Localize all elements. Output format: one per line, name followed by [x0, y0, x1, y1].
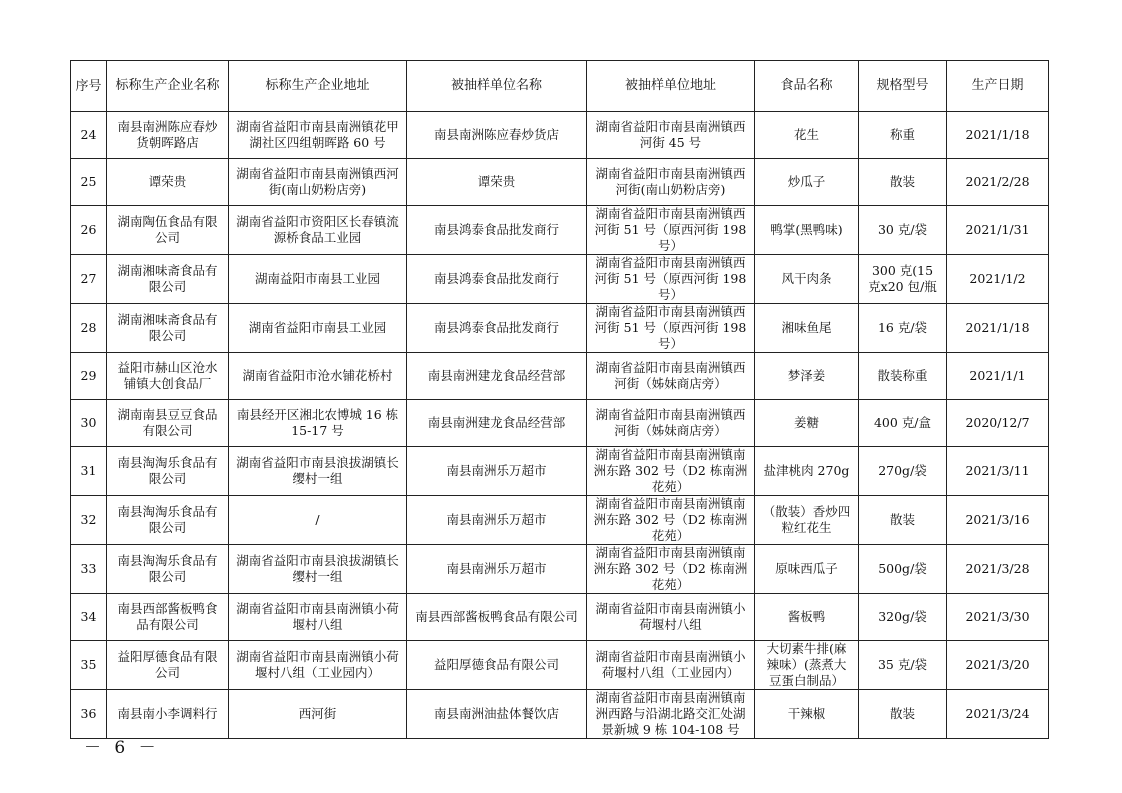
cell-production-date: 2021/1/1: [947, 353, 1049, 400]
table-row: [71, 112, 1049, 159]
cell-sampled-address: 湖南省益阳市南县南洲镇南洲东路 302 号（D2 栋南洲花苑）: [587, 545, 755, 594]
cell-food-name: 姜糖: [755, 400, 859, 447]
inspection-table-container: [70, 60, 1048, 739]
cell-sampled-unit: 南县南洲陈应春炒货店: [407, 112, 587, 159]
table-row: [71, 690, 1049, 739]
cell-manufacturer: 湖南南县豆豆食品有限公司: [107, 400, 229, 447]
cell-sampled-address: 湖南省益阳市南县南洲镇西河街(南山奶粉店旁): [587, 159, 755, 206]
cell-sampled-unit: 南县鸿泰食品批发商行: [407, 304, 587, 353]
header-row: [71, 61, 1049, 112]
cell-sampled-address: 湖南省益阳市南县南洲镇西河街 51 号（原西河街 198 号）: [587, 304, 755, 353]
cell-sampled-unit: 南县南洲乐万超市: [407, 496, 587, 545]
page-number: － 6 －: [84, 738, 160, 758]
cell-manufacturer-address: 湖南益阳市南县工业园: [229, 255, 407, 304]
inspection-table: [70, 60, 1049, 739]
cell-food-name: 花生: [755, 112, 859, 159]
cell-food-name: 酱板鸭: [755, 594, 859, 641]
cell-seq: 33: [71, 545, 107, 594]
table-row: [71, 353, 1049, 400]
cell-seq: 31: [71, 447, 107, 496]
cell-manufacturer-address: 湖南省益阳市南县南洲镇西河街(南山奶粉店旁): [229, 159, 407, 206]
table-row: [71, 255, 1049, 304]
cell-manufacturer-address: 湖南省益阳市南县浪拔湖镇长缨村一组: [229, 447, 407, 496]
cell-sampled-address: 湖南省益阳市南县南洲镇西河街 45 号: [587, 112, 755, 159]
header-sampled-unit: 被抽样单位名称: [407, 61, 587, 112]
cell-manufacturer: 南县南小李调料行: [107, 690, 229, 739]
cell-spec: 散装称重: [859, 353, 947, 400]
cell-manufacturer: 益阳厚德食品有限公司: [107, 641, 229, 690]
cell-manufacturer: 湖南湘味斋食品有限公司: [107, 255, 229, 304]
cell-sampled-address: 湖南省益阳市南县南洲镇南洲东路 302 号（D2 栋南洲花苑）: [587, 496, 755, 545]
cell-food-name: 湘味鱼尾: [755, 304, 859, 353]
table-body: [71, 112, 1049, 739]
cell-spec: 16 克/袋: [859, 304, 947, 353]
cell-production-date: 2021/2/28: [947, 159, 1049, 206]
cell-sampled-address: 湖南省益阳市南县南洲镇西河街（姊妹商店旁）: [587, 353, 755, 400]
cell-production-date: 2021/1/31: [947, 206, 1049, 255]
cell-food-name: 大切素牛排(麻辣味）(蒸煮大豆蛋白制品）: [755, 641, 859, 690]
cell-manufacturer-address: 南县经开区湘北农博城 16 栋 15-17 号: [229, 400, 407, 447]
cell-manufacturer-address: /: [229, 496, 407, 545]
cell-manufacturer-address: 湖南省益阳市南县南洲镇花甲湖社区四组朝晖路 60 号: [229, 112, 407, 159]
cell-sampled-unit: 南县鸿泰食品批发商行: [407, 255, 587, 304]
header-production-date: 生产日期: [947, 61, 1049, 112]
cell-manufacturer: 南县淘淘乐食品有限公司: [107, 545, 229, 594]
table-row: [71, 545, 1049, 594]
cell-seq: 35: [71, 641, 107, 690]
cell-production-date: 2021/3/28: [947, 545, 1049, 594]
cell-sampled-unit: 谭荣贵: [407, 159, 587, 206]
cell-manufacturer-address: 湖南省益阳市南县南洲镇小荷堰村八组: [229, 594, 407, 641]
header-spec: 规格型号: [859, 61, 947, 112]
cell-seq: 25: [71, 159, 107, 206]
cell-manufacturer: 益阳市赫山区沧水铺镇大创食品厂: [107, 353, 229, 400]
cell-spec: 称重: [859, 112, 947, 159]
cell-food-name: 炒瓜子: [755, 159, 859, 206]
cell-sampled-address: 湖南省益阳市南县南洲镇南洲西路与沿湖北路交汇处湖景新城 9 栋 104-108 号: [587, 690, 755, 739]
cell-seq: 27: [71, 255, 107, 304]
cell-sampled-unit: 南县南洲建龙食品经营部: [407, 400, 587, 447]
cell-seq: 29: [71, 353, 107, 400]
cell-manufacturer-address: 湖南省益阳市沧水铺花桥村: [229, 353, 407, 400]
cell-sampled-unit: 益阳厚德食品有限公司: [407, 641, 587, 690]
cell-food-name: 风干肉条: [755, 255, 859, 304]
table-row: [71, 641, 1049, 690]
cell-seq: 26: [71, 206, 107, 255]
cell-seq: 36: [71, 690, 107, 739]
header-manufacturer-address: 标称生产企业地址: [229, 61, 407, 112]
cell-manufacturer: 南县西部酱板鸭食品有限公司: [107, 594, 229, 641]
cell-sampled-address: 湖南省益阳市南县南洲镇南洲东路 302 号（D2 栋南洲花苑）: [587, 447, 755, 496]
cell-production-date: 2021/3/11: [947, 447, 1049, 496]
cell-sampled-unit: 南县西部酱板鸭食品有限公司: [407, 594, 587, 641]
cell-spec: 散装: [859, 159, 947, 206]
cell-sampled-unit: 南县南洲乐万超市: [407, 447, 587, 496]
cell-sampled-address: 湖南省益阳市南县南洲镇西河街 51 号（原西河街 198 号）: [587, 206, 755, 255]
cell-production-date: 2020/12/7: [947, 400, 1049, 447]
cell-seq: 24: [71, 112, 107, 159]
cell-spec: 35 克/袋: [859, 641, 947, 690]
cell-sampled-address: 湖南省益阳市南县南洲镇西河街（姊妹商店旁）: [587, 400, 755, 447]
cell-spec: 400 克/盒: [859, 400, 947, 447]
table-row: [71, 206, 1049, 255]
cell-manufacturer: 南县淘淘乐食品有限公司: [107, 496, 229, 545]
cell-spec: 320g/袋: [859, 594, 947, 641]
cell-manufacturer-address: 湖南省益阳市资阳区长春镇流源桥食品工业园: [229, 206, 407, 255]
cell-sampled-address: 湖南省益阳市南县南洲镇小荷堰村八组（工业园内）: [587, 641, 755, 690]
cell-manufacturer: 湖南湘味斋食品有限公司: [107, 304, 229, 353]
table-row: [71, 447, 1049, 496]
cell-sampled-unit: 南县鸿泰食品批发商行: [407, 206, 587, 255]
cell-spec: 散装: [859, 690, 947, 739]
table-row: [71, 594, 1049, 641]
cell-spec: 散装: [859, 496, 947, 545]
table-header: [71, 61, 1049, 112]
cell-seq: 32: [71, 496, 107, 545]
cell-production-date: 2021/3/30: [947, 594, 1049, 641]
cell-food-name: 干辣椒: [755, 690, 859, 739]
cell-manufacturer-address: 湖南省益阳市南县南洲镇小荷堰村八组（工业园内）: [229, 641, 407, 690]
cell-spec: 270g/袋: [859, 447, 947, 496]
header-manufacturer: 标称生产企业名称: [107, 61, 229, 112]
header-seq: 序号: [71, 61, 107, 112]
cell-seq: 28: [71, 304, 107, 353]
table-row: [71, 400, 1049, 447]
cell-production-date: 2021/1/18: [947, 112, 1049, 159]
cell-manufacturer: 湖南陶伍食品有限公司: [107, 206, 229, 255]
table-row: [71, 159, 1049, 206]
cell-manufacturer: 南县南洲陈应春炒货朝晖路店: [107, 112, 229, 159]
cell-food-name: 原味西瓜子: [755, 545, 859, 594]
cell-production-date: 2021/3/24: [947, 690, 1049, 739]
cell-food-name: （散装）香炒四粒红花生: [755, 496, 859, 545]
cell-production-date: 2021/1/18: [947, 304, 1049, 353]
table-row: [71, 304, 1049, 353]
cell-sampled-address: 湖南省益阳市南县南洲镇小荷堰村八组: [587, 594, 755, 641]
header-sampled-address: 被抽样单位地址: [587, 61, 755, 112]
cell-sampled-address: 湖南省益阳市南县南洲镇西河街 51 号（原西河街 198 号）: [587, 255, 755, 304]
header-food-name: 食品名称: [755, 61, 859, 112]
cell-manufacturer-address: 湖南省益阳市南县浪拔湖镇长缨村一组: [229, 545, 407, 594]
table-row: [71, 496, 1049, 545]
cell-manufacturer-address: 西河街: [229, 690, 407, 739]
cell-food-name: 鸭掌(黑鸭味): [755, 206, 859, 255]
cell-food-name: 梦泽姜: [755, 353, 859, 400]
cell-spec: 300 克(15 克x20 包/瓶: [859, 255, 947, 304]
cell-seq: 30: [71, 400, 107, 447]
cell-spec: 500g/袋: [859, 545, 947, 594]
cell-sampled-unit: 南县南洲建龙食品经营部: [407, 353, 587, 400]
cell-sampled-unit: 南县南洲油盐体餐饮店: [407, 690, 587, 739]
cell-production-date: 2021/3/16: [947, 496, 1049, 545]
cell-manufacturer: 南县淘淘乐食品有限公司: [107, 447, 229, 496]
cell-manufacturer-address: 湖南省益阳市南县工业园: [229, 304, 407, 353]
cell-manufacturer: 谭荣贵: [107, 159, 229, 206]
cell-production-date: 2021/3/20: [947, 641, 1049, 690]
cell-food-name: 盐津桃肉 270g: [755, 447, 859, 496]
cell-seq: 34: [71, 594, 107, 641]
cell-production-date: 2021/1/2: [947, 255, 1049, 304]
cell-sampled-unit: 南县南洲乐万超市: [407, 545, 587, 594]
cell-spec: 30 克/袋: [859, 206, 947, 255]
